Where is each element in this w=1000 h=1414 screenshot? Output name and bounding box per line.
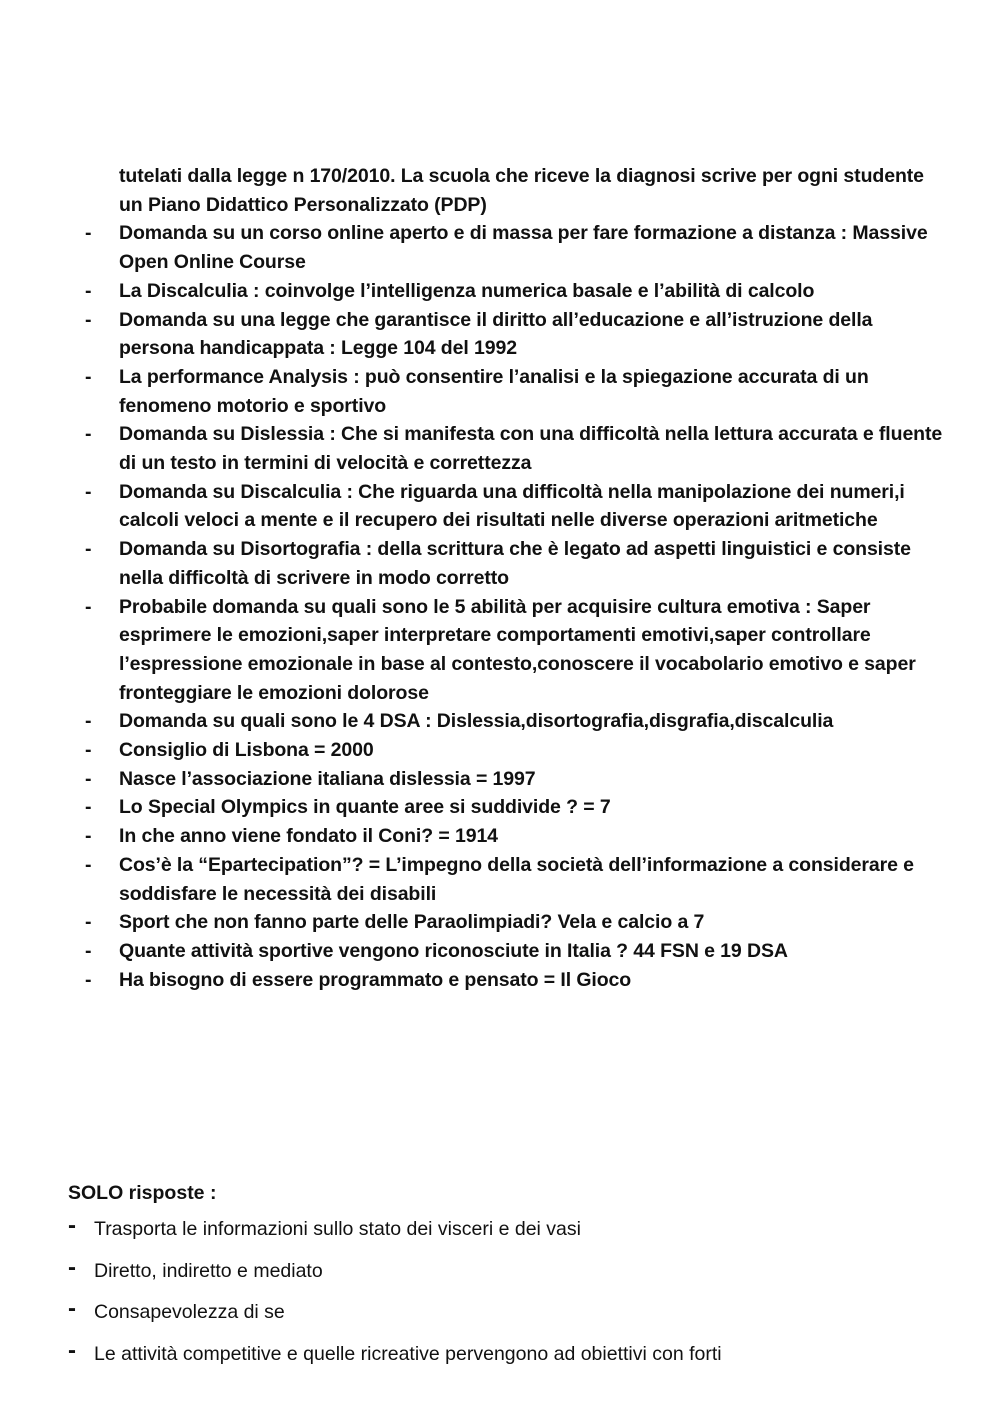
list-item (85, 593, 945, 708)
answer-list (68, 1212, 948, 1381)
continuation-text: tutelati dalla legge n 170/2010. La scuola che riceve la diagnosi scrive per ogni studente un Piano Didattico Personalizzato (PDP) (119, 165, 924, 216)
list-item (85, 219, 945, 276)
list-item-text: Sport che non fanno parte delle Paraolimpiadi? Vela e calcio a 7 (119, 911, 705, 934)
list-item-text: La performance Analysis : può consentire l’analisi e la spiegazione accurata di un fenomeno motorio e sportivo (119, 365, 869, 417)
list-item-text: Domanda su Disortografia : della scrittura che è legato ad aspetti linguistici e consiste nella difficoltà di scrivere in modo corretto (119, 538, 911, 589)
list-item (85, 793, 945, 822)
list-item-text: Cos’è la “Epartecipation”? = L’impegno della società dell’informazione a considerare e soddisfare le necessità dei disabili (119, 853, 914, 905)
answer-item (68, 1253, 948, 1299)
answer-item-text: Le attività competitive e quelle ricreative pervengono ad obiettivi con forti (94, 1342, 722, 1365)
list-item (85, 937, 945, 966)
bullet-dash: - (85, 710, 92, 733)
answer-item (68, 1295, 948, 1340)
answer-item (68, 1212, 948, 1257)
bullet-dash: - (85, 222, 92, 245)
list-item (85, 535, 945, 592)
bullet-dash: - (85, 365, 92, 388)
bullet-dash: - (68, 1336, 76, 1364)
list-item-text: Quante attività sportive vengono riconosciute in Italia ? 44 FSN e 19 DSA (119, 939, 788, 962)
answer-item-text: Diretto, indiretto e mediato (94, 1259, 323, 1282)
bullet-dash: - (85, 767, 92, 790)
list-item (85, 478, 945, 535)
bullet-dash: - (85, 939, 92, 962)
list-item-text: Domanda su una legge che garantisce il diritto all’educazione e all’istruzione della persona handicappata : Legge 104 del 1992 (119, 308, 873, 360)
list-item-text: Domanda su quali sono le 4 DSA : Dislessia,disortografia,disgrafia,discalculia (119, 710, 834, 733)
bullet-dash: - (85, 308, 92, 331)
list-item-text: Ha bisogno di essere programmato e pensato = Il Gioco (119, 968, 632, 991)
list-item (85, 707, 945, 736)
bullet-dash: - (85, 853, 92, 876)
list-item (85, 363, 945, 420)
bullet-dash: - (68, 1253, 76, 1281)
list-item-text: Consiglio di Lisbona = 2000 (119, 739, 374, 762)
bullet-dash: - (85, 968, 92, 991)
list-item-text: Nasce l’associazione italiana dislessia = 1997 (119, 767, 536, 790)
list-item (85, 851, 945, 908)
bullet-dash: - (85, 279, 92, 302)
list-item (85, 966, 945, 995)
bullet-dash: - (85, 739, 92, 762)
list-item (85, 420, 945, 477)
list-item (85, 277, 945, 306)
list-item-text: La Discalculia : coinvolge l’intelligenza numerica basale e l’abilità di calcolo (119, 279, 815, 302)
list-item-text: In che anno viene fondato il Coni? = 1914 (119, 825, 498, 848)
list-item-text: Domanda su un corso online aperto e di massa per fare formazione a distanza : Massive Open Online Course (119, 222, 928, 274)
bullet-dash: - (85, 911, 92, 934)
bullet-dash: - (85, 538, 92, 561)
question-list (85, 162, 945, 994)
list-item (85, 736, 945, 765)
answer-item (68, 1336, 948, 1382)
bullet-dash: - (68, 1295, 76, 1322)
list-item-text: Lo Special Olympics in quante aree si suddivide ? = 7 (119, 796, 611, 819)
bullet-dash: - (85, 825, 92, 848)
list-item-text: Domanda su Dislessia : Che si manifesta con una difficoltà nella lettura accurata e fluente di un testo in termini di velocità e correttezza (119, 423, 943, 475)
bullet-dash: - (85, 480, 92, 503)
list-item (85, 908, 945, 937)
bullet-dash: - (85, 423, 92, 446)
list-item-text: Probabile domanda su quali sono le 5 abilità per acquisire cultura emotiva : Saper esprimere le emozioni,saper interpretare comportamenti emotivi,saper controllare l’espressione emozionale in base al contesto,conoscere il vocabolario emotivo e saper fronteggiare le emozioni dolorose (119, 595, 916, 704)
list-item-continuation (85, 162, 945, 219)
bullet-dash: - (68, 1212, 76, 1239)
bullet-dash: - (85, 595, 92, 618)
list-item (85, 822, 945, 851)
bullet-dash: - (85, 796, 92, 819)
answer-item-text: Consapevolezza di se (94, 1301, 285, 1323)
list-item (85, 765, 945, 794)
list-item-text: Domanda su Discalculia : Che riguarda una difficoltà nella manipolazione dei numeri,i calcoli veloci a mente e il recupero dei risultati nelle diverse operazioni aritmetiche (119, 480, 905, 532)
list-item (85, 306, 945, 363)
answer-item-text: Trasporta le informazioni sullo stato dei visceri e dei vasi (94, 1218, 581, 1240)
solo-section-title: SOLO risposte : (68, 1182, 217, 1204)
